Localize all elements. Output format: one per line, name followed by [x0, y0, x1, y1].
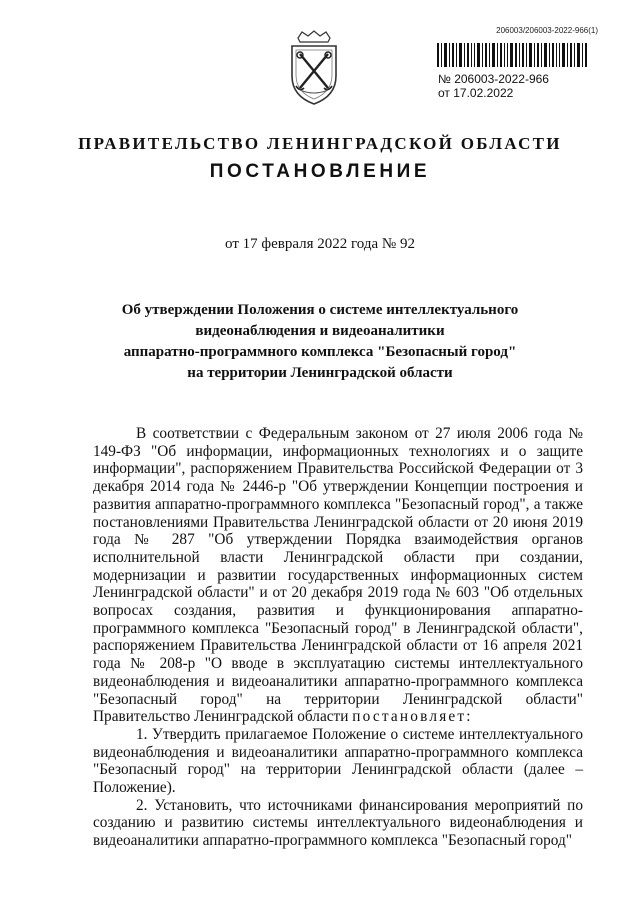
subject-line: на территории Ленинградской области — [187, 365, 453, 381]
item-2-paragraph: 2. Установить, что источниками финансирования мероприятий по созданию и развитию системы интеллектуального видеонаблюдения и видеоаналитики аппаратно-программного комплекса "Безопасный город" — [93, 796, 583, 850]
document-id: 206003/206003-2022-966(1) — [496, 26, 598, 35]
decree-subject — [110, 300, 530, 384]
barcode-icon — [437, 43, 587, 67]
registration-date: от 17.02.2022 — [438, 86, 514, 100]
subject-line: видеонаблюдения и видеоаналитики — [195, 323, 445, 339]
decree-word: постановляет: — [352, 708, 473, 726]
government-title: ПРАВИТЕЛЬСТВО ЛЕНИНГРАДСКОЙ ОБЛАСТИ — [78, 134, 562, 153]
document-type-heading: ПОСТАНОВЛЕНИЕ — [209, 161, 431, 182]
subject-line: Об утверждении Положения о системе интеллектуального — [121, 302, 519, 318]
decree-body — [93, 425, 583, 850]
decree-date-number: от 17 февраля 2022 года № 92 — [225, 236, 415, 252]
item-1-paragraph: 1. Утвердить прилагаемое Положение о системе интеллектуального видеонаблюдения и видеоаналитики аппаратно-программного комплекса "Безопасный город" на территории Ленинградской области (далее – Положение). — [93, 725, 583, 797]
preamble-text: В соответствии с Федеральным законом от 27 июля 2006 года № 149-ФЗ "Об информации, информационных технологиях и о защите информации", распоряжением Правительства Российской Федерации от 3 декабря 2014 года № 2446-р "Об утверждении Концепции построения и развития аппаратно-программного комплекса "Безопасный город", а также постановлениями Правительства Ленинградской области от 20 июня 2019 года № 287 "Об утверждении Порядка взаимодействия органов исполнительной власти Ленинградской области при создании, модернизации и развитии государственных информационных систем Ленинградской области" и от 20 декабря 2019 года № 603 "Об отдельных вопросах создания, развития и функционирования аппаратно-программного комплекса "Безопасный город" в Ленинградской области", распоряжением Правительства Ленинградской области от 16 апреля 2021 года № 208-р "О вводе в эксплуатацию системы интеллектуального видеонаблюдения и видеоаналитики аппаратно-программного комплекса "Безопасный город" на территории Ленинградской области" Правительство Ленинградской области — [93, 425, 583, 726]
preamble-paragraph — [93, 425, 583, 726]
coat-of-arms-icon — [284, 30, 344, 108]
registration-number: № 206003-2022-966 — [438, 72, 549, 86]
subject-line: аппаратно-программного комплекса "Безопасный город" — [123, 344, 517, 360]
